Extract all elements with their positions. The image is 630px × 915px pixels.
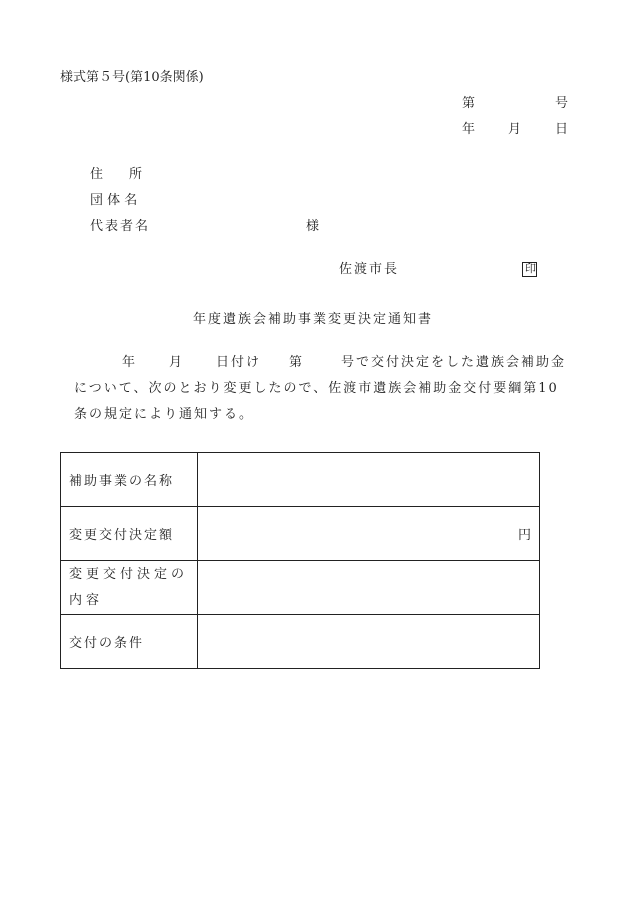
table-label-cell: 交付の条件 <box>61 615 198 669</box>
seal-char: 印 <box>525 262 536 275</box>
table-row <box>61 507 540 561</box>
table-label-cell: 変更交付決定の内容 <box>61 561 198 615</box>
recipient-group-label: 団 体 名 <box>90 193 138 208</box>
body-line1-number-prefix: 第 <box>289 355 303 370</box>
date-year: 年 <box>462 122 476 137</box>
subsidy-change-table <box>60 452 540 669</box>
doc-number-suffix: 号 <box>555 96 569 111</box>
table-row <box>61 615 540 669</box>
table-value-cell: 円 <box>198 507 540 561</box>
doc-number-prefix: 第 <box>462 96 476 111</box>
table-value-cell <box>198 561 540 615</box>
date-day: 日 <box>555 122 569 137</box>
recipient-rep-label: 代表者名 <box>90 219 151 234</box>
date-month: 月 <box>508 122 522 137</box>
body-line1-rest: 号で交付決定をした遺族会補助金 <box>341 355 567 370</box>
body-line1-year: 年 <box>122 355 136 370</box>
table-row <box>61 561 540 615</box>
table-row <box>61 453 540 507</box>
body-line2: について、次のとおり変更したので、佐渡市遺族会補助金交付要綱第10 <box>74 381 559 396</box>
body-line1-month: 月 <box>169 355 183 370</box>
table-value-cell <box>198 453 540 507</box>
table-label-cell: 変更交付決定額 <box>61 507 198 561</box>
recipient-address-label: 住 所 <box>90 167 143 182</box>
seal-mark <box>522 262 537 277</box>
recipient-honorific: 様 <box>306 219 320 234</box>
table-value-cell <box>198 615 540 669</box>
form-number: 様式第５号(第10条関係) <box>60 70 204 85</box>
doc-title: 年度遺族会補助事業変更決定通知書 <box>193 312 434 327</box>
table-label-cell: 補助事業の名称 <box>61 453 198 507</box>
body-line1-dated: 日付け <box>216 355 262 370</box>
body-line3: 条の規定により通知する。 <box>74 407 255 422</box>
issuer-title: 佐渡市長 <box>339 262 400 277</box>
